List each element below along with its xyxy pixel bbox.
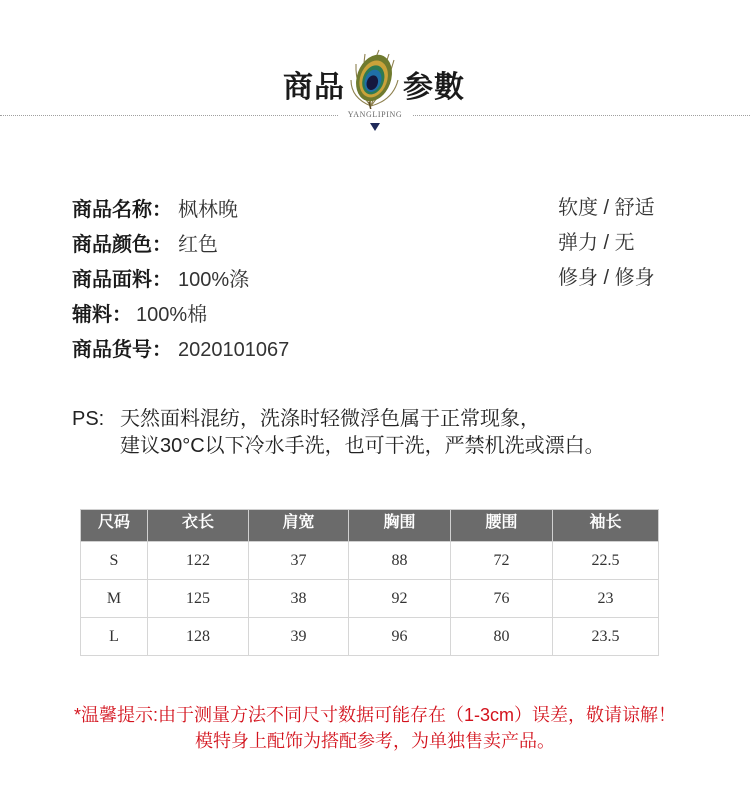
product-details xyxy=(72,196,289,371)
table-cell: 88 xyxy=(349,542,451,580)
column-header-size: 尺码 xyxy=(81,510,148,542)
detail-label: 商品货号： xyxy=(72,339,172,361)
care-note-prefix: PS: xyxy=(72,408,105,430)
size-table xyxy=(80,509,659,656)
table-cell: S xyxy=(81,542,148,580)
table-cell: 80 xyxy=(451,618,553,656)
care-note-line: 天然面料混纺，洗涤时轻微浮色属于正常现象， xyxy=(120,408,540,430)
detail-row-name xyxy=(72,196,289,231)
attribute-elasticity: 弹力 / 无 xyxy=(558,232,635,254)
table-cell: 122 xyxy=(148,542,249,580)
detail-label: 商品颜色： xyxy=(72,234,172,256)
peacock-feather-icon xyxy=(347,46,403,114)
detail-row-fabric xyxy=(72,266,289,301)
detail-label: 商品面料： xyxy=(72,269,172,291)
table-cell: 23.5 xyxy=(553,618,659,656)
table-cell: 38 xyxy=(249,580,349,618)
detail-label: 辅料： xyxy=(72,304,132,326)
detail-value: 枫林晚 xyxy=(178,199,238,221)
table-cell: 39 xyxy=(249,618,349,656)
column-header-chest: 胸围 xyxy=(349,510,451,542)
brand-subtitle: YANGLIPING xyxy=(338,109,412,121)
title-right: 参數 xyxy=(403,71,465,104)
column-header-length: 衣长 xyxy=(148,510,249,542)
detail-value: 100%涤 xyxy=(178,269,250,291)
detail-row-sku xyxy=(72,336,289,371)
care-note-text xyxy=(120,406,605,460)
table-cell: 23 xyxy=(553,580,659,618)
care-note xyxy=(72,406,605,460)
detail-value: 2020101067 xyxy=(178,339,290,361)
attribute-fit: 修身 / 修身 xyxy=(558,267,655,289)
care-note-line: 建议30°C以下冷水手洗，也可干洗，严禁机洗或漂白。 xyxy=(120,435,605,457)
table-cell: 22.5 xyxy=(553,542,659,580)
table-cell: 92 xyxy=(349,580,451,618)
table-row xyxy=(81,542,659,580)
table-header-row xyxy=(81,510,659,542)
table-cell: L xyxy=(81,618,148,656)
detail-value: 红色 xyxy=(178,234,218,256)
feather-eye xyxy=(350,50,398,107)
table-row xyxy=(81,580,659,618)
column-header-waist: 腰围 xyxy=(451,510,553,542)
column-header-sleeve: 袖长 xyxy=(553,510,659,542)
table-cell: 125 xyxy=(148,580,249,618)
detail-row-lining xyxy=(72,301,289,336)
detail-label: 商品名称： xyxy=(72,199,172,221)
column-header-shoulder: 肩宽 xyxy=(249,510,349,542)
table-cell: 96 xyxy=(349,618,451,656)
table-cell: 128 xyxy=(148,618,249,656)
detail-row-color xyxy=(72,231,289,266)
footer-line-tolerance: *温馨提示:由于测量方法不同尺寸数据可能存在（1-3cm）误差，敬请谅解！ xyxy=(73,705,676,725)
table-cell: M xyxy=(81,580,148,618)
detail-value: 100%棉 xyxy=(136,304,208,326)
product-attributes xyxy=(558,194,655,299)
attribute-softness: 软度 / 舒适 xyxy=(558,197,655,219)
table-cell: 72 xyxy=(451,542,553,580)
footer-notice xyxy=(0,702,750,754)
footer-line-accessories: 模特身上配饰为搭配参考，为单独售卖产品。 xyxy=(195,731,555,751)
triangle-down-icon xyxy=(370,123,380,131)
table-cell: 76 xyxy=(451,580,553,618)
table-cell: 37 xyxy=(249,542,349,580)
title-left: 商品 xyxy=(283,71,345,104)
table-row xyxy=(81,618,659,656)
